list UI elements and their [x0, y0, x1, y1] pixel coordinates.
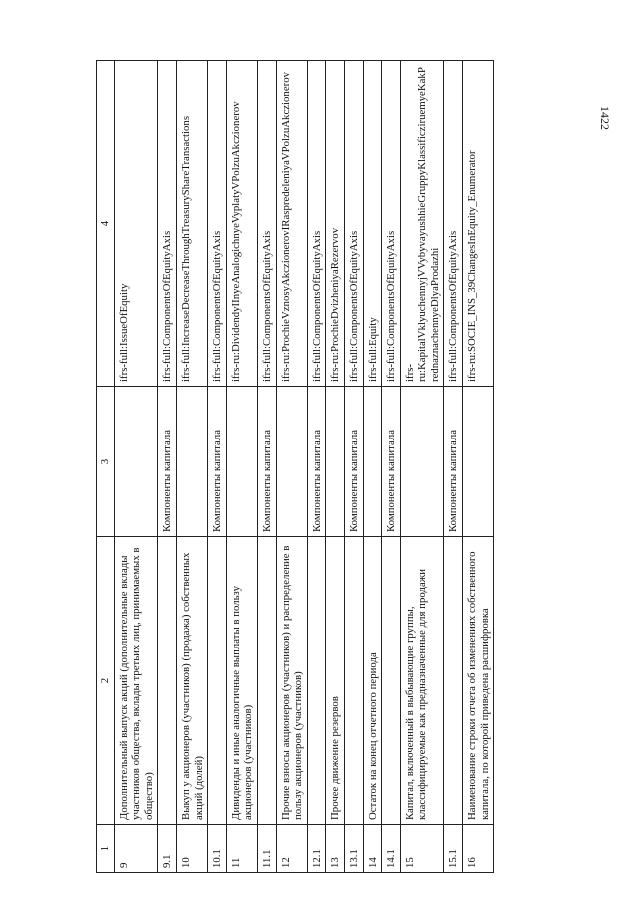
- row-type-cell: [176, 387, 207, 537]
- row-name-cell: Наименование строки отчета об изменениях собственного капитала, по которой приведена расшифровка: [463, 537, 494, 825]
- row-name-cell: Дивиденды и иные аналогичные выплаты в пользу акционеров (участников): [226, 537, 257, 825]
- row-code-cell: ifrs-full:ComponentsOfEquityAxis: [444, 61, 463, 387]
- row-code-cell: ifrs-full:ComponentsOfEquityAxis: [382, 61, 401, 387]
- table-row: [257, 61, 276, 873]
- row-code-cell: ifrs-full:IncreaseDecreaseThroughTreasuryShareTransactions: [176, 61, 207, 387]
- row-type-cell: Компоненты капитала: [307, 387, 326, 537]
- row-name-cell: [208, 537, 227, 825]
- row-code-cell: ifrs-full:IssueOfEquity: [114, 61, 158, 387]
- row-code-cell: ifrs-ru:ProchieDvizheniyaRezervov: [326, 61, 345, 387]
- row-code-cell: ifrs-full:ComponentsOfEquityAxis: [344, 61, 363, 387]
- row-number-cell: 16: [463, 825, 494, 873]
- row-code-cell: ifrs-full:ComponentsOfEquityAxis: [208, 61, 227, 387]
- row-name-cell: [257, 537, 276, 825]
- column-header-1: 1: [97, 825, 115, 873]
- row-type-cell: Компоненты капитала: [382, 387, 401, 537]
- row-name-cell: [444, 537, 463, 825]
- row-type-cell: Компоненты капитала: [444, 387, 463, 537]
- row-code-cell: ifrs-ru:ProchieVznosyAkczionerovIRaspredeleniyaVPolzuAkczionerov: [276, 61, 307, 387]
- row-code-cell: ifrs-full:Equity: [363, 61, 382, 387]
- row-number-cell: 13.1: [344, 825, 363, 873]
- row-name-cell: Капитал, включенный в выбывающие группы, классифицируемые как предназначенные для продажи: [400, 537, 444, 825]
- row-number-cell: 9.1: [158, 825, 177, 873]
- column-header-4: 4: [97, 61, 115, 387]
- row-type-cell: [326, 387, 345, 537]
- row-type-cell: [363, 387, 382, 537]
- row-number-cell: 12: [276, 825, 307, 873]
- row-name-cell: [158, 537, 177, 825]
- row-number-cell: 9: [114, 825, 158, 873]
- row-code-cell: ifrs-full:ComponentsOfEquityAxis: [307, 61, 326, 387]
- row-name-cell: Прочее движение резервов: [326, 537, 345, 825]
- rotated-page: [96, 61, 516, 873]
- row-type-cell: [226, 387, 257, 537]
- table-row: [276, 61, 307, 873]
- table-row: [208, 61, 227, 873]
- row-code-cell: ifrs-full:ComponentsOfEquityAxis: [257, 61, 276, 387]
- row-name-cell: Выкуп у акционеров (участников) (продажа) собственных акций (долей): [176, 537, 207, 825]
- row-name-cell: Остаток на конец отчетного периода: [363, 537, 382, 825]
- table-row: [158, 61, 177, 873]
- row-number-cell: 15: [400, 825, 444, 873]
- table-row: [344, 61, 363, 873]
- row-number-cell: 14: [363, 825, 382, 873]
- table-row: [363, 61, 382, 873]
- table-row: [382, 61, 401, 873]
- row-type-cell: Компоненты капитала: [208, 387, 227, 537]
- row-number-cell: 15.1: [444, 825, 463, 873]
- row-name-cell: [307, 537, 326, 825]
- table-row: [176, 61, 207, 873]
- table-row: [444, 61, 463, 873]
- table-row: [226, 61, 257, 873]
- row-number-cell: 14.1: [382, 825, 401, 873]
- row-type-cell: Компоненты капитала: [158, 387, 177, 537]
- row-type-cell: Компоненты капитала: [257, 387, 276, 537]
- equity-changes-table: [96, 60, 494, 873]
- row-type-cell: Компоненты капитала: [344, 387, 363, 537]
- row-number-cell: 12.1: [307, 825, 326, 873]
- table-row: [400, 61, 444, 873]
- row-number-cell: 10.1: [208, 825, 227, 873]
- row-code-cell: ifrs-ru:SOCIE_INS_39ChangesInEquity_Enumerator: [463, 61, 494, 387]
- row-number-cell: 10: [176, 825, 207, 873]
- row-name-cell: [344, 537, 363, 825]
- row-name-cell: [382, 537, 401, 825]
- row-type-cell: [114, 387, 158, 537]
- table-row: [114, 61, 158, 873]
- row-code-cell: ifrs-full:ComponentsOfEquityAxis: [158, 61, 177, 387]
- row-type-cell: [400, 387, 444, 537]
- row-number-cell: 13: [326, 825, 345, 873]
- row-number-cell: 11: [226, 825, 257, 873]
- row-code-cell: ifrs-ru:KapitalVklyuchennyjVVybyvayushhieGruppyKlassificziruemyeKakPrednaznachennyeDlyaProdazhi: [400, 61, 444, 387]
- table-row: [463, 61, 494, 873]
- table-header-row: [97, 61, 115, 873]
- row-type-cell: [463, 387, 494, 537]
- row-type-cell: [276, 387, 307, 537]
- row-name-cell: Прочие взносы акционеров (участников) и распределение в пользу акционеров (участников): [276, 537, 307, 825]
- column-header-3: 3: [97, 387, 115, 537]
- table-row: [326, 61, 345, 873]
- page-number: 1422: [598, 106, 612, 130]
- table-row: [307, 61, 326, 873]
- row-code-cell: ifrs-ru:DividendyIInyeAnalogichnyeVyplatyVPolzuAkczionerov: [226, 61, 257, 387]
- row-name-cell: Дополнительный выпуск акций (дополнительные вклады участников общества, вклады третьих лиц, принимаемых в общество): [114, 537, 158, 825]
- row-number-cell: 11.1: [257, 825, 276, 873]
- column-header-2: 2: [97, 537, 115, 825]
